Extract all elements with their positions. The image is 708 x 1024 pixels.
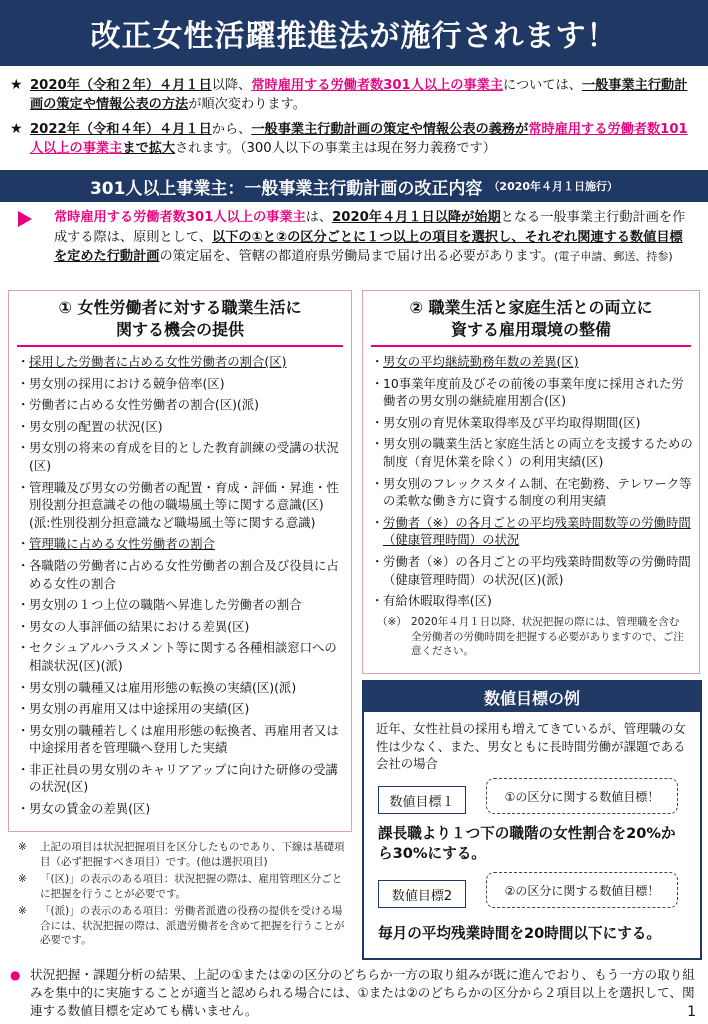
list-item xyxy=(17,557,345,592)
page-title: 改正女性活躍推進法が施行されます！ xyxy=(90,19,618,54)
list-item-text: 有給休暇取得率(区) xyxy=(383,593,492,609)
right-box-category-2 xyxy=(362,290,700,674)
list-item xyxy=(17,375,345,393)
note-mark: ※ xyxy=(18,841,27,853)
left-notes xyxy=(18,840,348,951)
text-segment: 常時雇用する労働者数101人以上の事業主 xyxy=(30,122,688,156)
text-segment: 一般事業主行動計画の策定や情報公表の義務が xyxy=(251,122,529,137)
list-item-text: 労働者（※）の各月ごとの平均残業時間数等の労働時間 （健康管理時間）の状況 xyxy=(383,514,691,548)
left-box-items xyxy=(17,353,345,822)
list-item-text: 男女の人事評価の結果における差異(区) xyxy=(29,618,250,634)
right-box-title-line2: 資する雇用環境の整備 xyxy=(450,320,611,339)
text-segment: となる一般事業主行動計画を作成する際は、原則として、 xyxy=(54,210,686,245)
note-row xyxy=(18,872,348,901)
text-segment: 以下の①と②の区分ごとに１つ以上の項目を選択し、それぞれ関連する数値目標を定めた行動計画 xyxy=(54,229,683,264)
note-row xyxy=(18,840,348,869)
note-text: 「(区)」の表示のある項目：状況把握の際は、雇用管理区分ごとに把握を行うことが必要です。 xyxy=(40,873,343,900)
list-item-text: 男女別の職業生活と家庭生活との両立を支援するための制度（育児休業を除く）の利用実績(区) xyxy=(383,436,693,469)
list-item xyxy=(371,414,693,432)
bullet-icon: ・ xyxy=(371,436,384,452)
list-item-text: セクシュアルハラスメント等に関する各種相談窓口への相談状況(区)(派) xyxy=(29,640,337,673)
notice-2022 xyxy=(10,120,700,158)
bullet-icon: ・ xyxy=(17,801,30,817)
right-box-note xyxy=(377,615,687,662)
list-item-text: 男女別の将来の育成を目的とした教育訓練の受講の状況(区) xyxy=(29,440,339,473)
goal1-label: 数値目標１ xyxy=(378,786,466,814)
text-segment: 2020年（令和２年）４月１日 xyxy=(30,78,212,93)
list-item xyxy=(371,353,693,371)
bullet-icon: ・ xyxy=(17,479,30,495)
bullet-icon: ・ xyxy=(371,514,384,530)
list-item-text: 採用した労働者に占める女性労働者の割合(区) xyxy=(29,354,287,369)
list-item-text: 各職階の労働者に占める女性労働者の割合及び役員に占める女性の割合 xyxy=(29,557,339,591)
text-segment: 常時雇用する労働者数301人以上の事業主 xyxy=(54,210,306,225)
bullet-icon: ・ xyxy=(17,640,30,656)
list-item xyxy=(371,592,693,610)
right-box-divider xyxy=(371,345,691,347)
star-icon: ★ xyxy=(10,121,23,137)
note-mark: ※ xyxy=(18,873,27,885)
list-item xyxy=(17,618,345,636)
bullet-icon: ● xyxy=(10,968,21,982)
text-segment: 拡大 xyxy=(148,141,176,156)
list-item xyxy=(17,700,345,718)
bullet-icon: ・ xyxy=(17,722,30,738)
example-title: 数値目標の例 xyxy=(364,682,700,712)
bullet-icon: ・ xyxy=(371,553,384,569)
bullet-icon: ・ xyxy=(17,418,30,434)
text-segment: 常時雇用する労働者数301人以上の事業主 xyxy=(251,78,504,93)
left-box-title-line2: 関する機会の提供 xyxy=(115,320,244,339)
text-segment: 2020年４月１日以降が始期 xyxy=(332,210,501,225)
bullet-icon: ・ xyxy=(371,354,384,369)
list-item xyxy=(17,800,345,818)
list-item-text: 10事業年度前及びその前後の事業年度に採用された労働者の男女別の継続雇用割合(区) xyxy=(383,375,684,409)
text-segment: (電子申請、郵送、持参) xyxy=(554,250,673,263)
section-title: 301人以上事業主：一般事業主行動計画の改正内容 xyxy=(89,178,483,199)
notice-2020-text xyxy=(30,76,700,114)
list-item xyxy=(17,418,345,436)
text-segment: 2022年（令和４年）４月１日 xyxy=(30,122,212,137)
text-segment: 一般事業主行動計画の策定や情報公表の方法 xyxy=(30,78,688,112)
example-description: 近年、女性社員の採用も増えてきているが、管理職の女性は少なく、また、男女ともに長時間労働が課題である会社の場合 xyxy=(376,721,686,772)
bullet-icon: ・ xyxy=(17,354,30,369)
goal2-bubble: ②の区分に関する数値目標！ xyxy=(486,872,678,908)
bullet-icon: ・ xyxy=(17,618,30,634)
note-row xyxy=(18,904,348,948)
list-item-text: 管理職及び男女の労働者の配置・育成・評価・昇進・性別役割分担意識その他の職場風土等に関する意識(区) (派:性別役割分担意識など職場風土等に関する意識) xyxy=(29,479,339,530)
list-item xyxy=(17,353,345,371)
list-item-text: 男女別の採用における競争倍率(区) xyxy=(29,375,225,391)
list-item-text: 男女別の１つ上位の職階へ昇進した労働者の割合 xyxy=(29,597,302,613)
list-item xyxy=(17,722,345,757)
list-item xyxy=(371,475,693,510)
list-item xyxy=(371,375,693,410)
note-text: 「(派)」の表示のある項目：労働者派遣の役務の提供を受ける場合には、状況把握の際は、派遣労働者を含めて把握を行うことが必要です。 xyxy=(40,905,345,946)
list-item xyxy=(371,435,693,470)
bullet-icon: ・ xyxy=(17,440,30,456)
note-mark: （※） xyxy=(377,616,407,628)
intro-text xyxy=(54,208,694,267)
left-box-title xyxy=(9,297,351,341)
text-segment: が順次変わります。 xyxy=(188,97,306,112)
bullet-icon: ・ xyxy=(371,475,384,491)
text-segment: については、 xyxy=(503,78,582,93)
list-item xyxy=(17,535,345,553)
triangle-icon xyxy=(18,211,32,227)
bullet-icon: ・ xyxy=(17,761,30,777)
text-segment: されます。（300人以下の事業主は現在努力義務です） xyxy=(175,141,496,156)
bullet-icon: ・ xyxy=(17,536,30,552)
goal1-bubble: ①の区分に関する数値目標！ xyxy=(486,778,678,814)
left-box-category-1 xyxy=(8,290,352,832)
text-segment: 以降、 xyxy=(211,78,252,93)
list-item xyxy=(17,396,345,414)
bullet-icon: ・ xyxy=(371,414,384,430)
list-item xyxy=(17,596,345,614)
goal2-label: 数値目標2 xyxy=(378,880,466,908)
list-item xyxy=(371,553,693,588)
list-item xyxy=(17,679,345,697)
bullet-icon: ・ xyxy=(17,375,30,391)
goal1-text: 課長職より１つ下の職階の女性割合を20%から30%にする。 xyxy=(378,825,676,862)
list-item xyxy=(17,761,345,796)
list-item-text: 労働者に占める女性労働者の割合(区)(派) xyxy=(29,397,259,413)
list-item xyxy=(371,514,693,549)
bullet-icon: ・ xyxy=(17,701,30,717)
bottom-note-text: 状況把握・課題分析の結果、上記の①または②の区分のどちらか一方の取り組みが既に進んでおり、もう一方の取り組みを集中的に実施することが適当と認められる場合には、①または②のどちらかの区分から２項目以上を選択して、関連する数値目標を定めても構いません。 xyxy=(30,967,695,1018)
right-box-items xyxy=(371,353,693,614)
list-item-text: 男女の賃金の差異(区) xyxy=(29,801,151,817)
bullet-icon: ・ xyxy=(17,397,30,413)
text-segment: の策定届を、管轄の都道府県労働局まで届け出る必要があります。 xyxy=(159,249,555,264)
note-text: 上記の項目は状況把握項目を区分したものであり、下線は基礎項目（必ず把握すべき項目）です。(他は選択項目) xyxy=(40,841,345,868)
right-box-title-line1: ② 職業生活と家庭生活との両立に xyxy=(409,298,653,317)
text-segment: まで xyxy=(122,141,149,156)
list-item-text: 管理職に占める女性労働者の割合 xyxy=(29,536,215,552)
list-item-text: 非正社員の男女別のキャリアアップに向けた研修の受講の状況(区) xyxy=(29,761,338,795)
section-header xyxy=(0,170,708,202)
list-item-text: 男女の平均継続勤務年数の差異(区) xyxy=(383,354,579,369)
page-number: 1 xyxy=(687,1004,696,1020)
bullet-icon: ・ xyxy=(17,557,30,573)
left-box-divider xyxy=(17,345,343,347)
goal2-text: 毎月の平均残業時間を20時間以下にする。 xyxy=(378,925,661,942)
bullet-icon: ・ xyxy=(371,375,384,391)
bullet-icon: ・ xyxy=(371,593,384,609)
bullet-icon: ・ xyxy=(17,597,30,613)
list-item xyxy=(17,479,345,532)
right-box-title xyxy=(363,297,699,341)
section-subtitle: （2020年４月１日施行） xyxy=(488,180,619,193)
note-mark: ※ xyxy=(18,905,27,917)
list-item-text: 男女別のフレックスタイム制、在宅勤務、テレワーク等の柔軟な働き方に資する制度の利用実績 xyxy=(383,475,692,509)
list-item-text: 男女別の育児休業取得率及び平均取得期間(区) xyxy=(383,414,641,430)
example-box xyxy=(362,680,702,960)
list-item-text: 労働者（※）の各月ごとの平均残業時間数等の労働時間 （健康管理時間）の状況(区)(派) xyxy=(383,553,691,587)
star-icon: ★ xyxy=(10,77,23,93)
notice-2022-text xyxy=(30,120,700,158)
list-item-text: 男女別の職種又は雇用形態の転換の実績(区)(派) xyxy=(29,679,297,695)
bottom-note xyxy=(10,966,700,1020)
list-item-text: 男女別の職種若しくは雇用形態の転換者、再雇用者又は中途採用者を管理職へ登用した実績 xyxy=(29,722,339,756)
text-segment: から、 xyxy=(211,122,252,137)
note-text: 2020年４月１日以降、状況把握の際には、管理職を含む全労働者の労働時間を把握する必要がありますので、ご注意ください。 xyxy=(411,616,684,657)
list-item xyxy=(17,439,345,474)
list-item-text: 男女別の配置の状況(区) xyxy=(29,418,163,434)
intro-paragraph xyxy=(14,208,694,267)
list-item xyxy=(17,639,345,674)
notice-2020 xyxy=(10,76,700,114)
list-item-text: 男女別の再雇用又は中途採用の実績(区) xyxy=(29,701,250,717)
bullet-icon: ・ xyxy=(17,679,30,695)
text-segment: は、 xyxy=(305,210,333,225)
left-box-title-line1: ① 女性労働者に対する職業生活に xyxy=(58,298,302,317)
page-header xyxy=(0,0,708,66)
